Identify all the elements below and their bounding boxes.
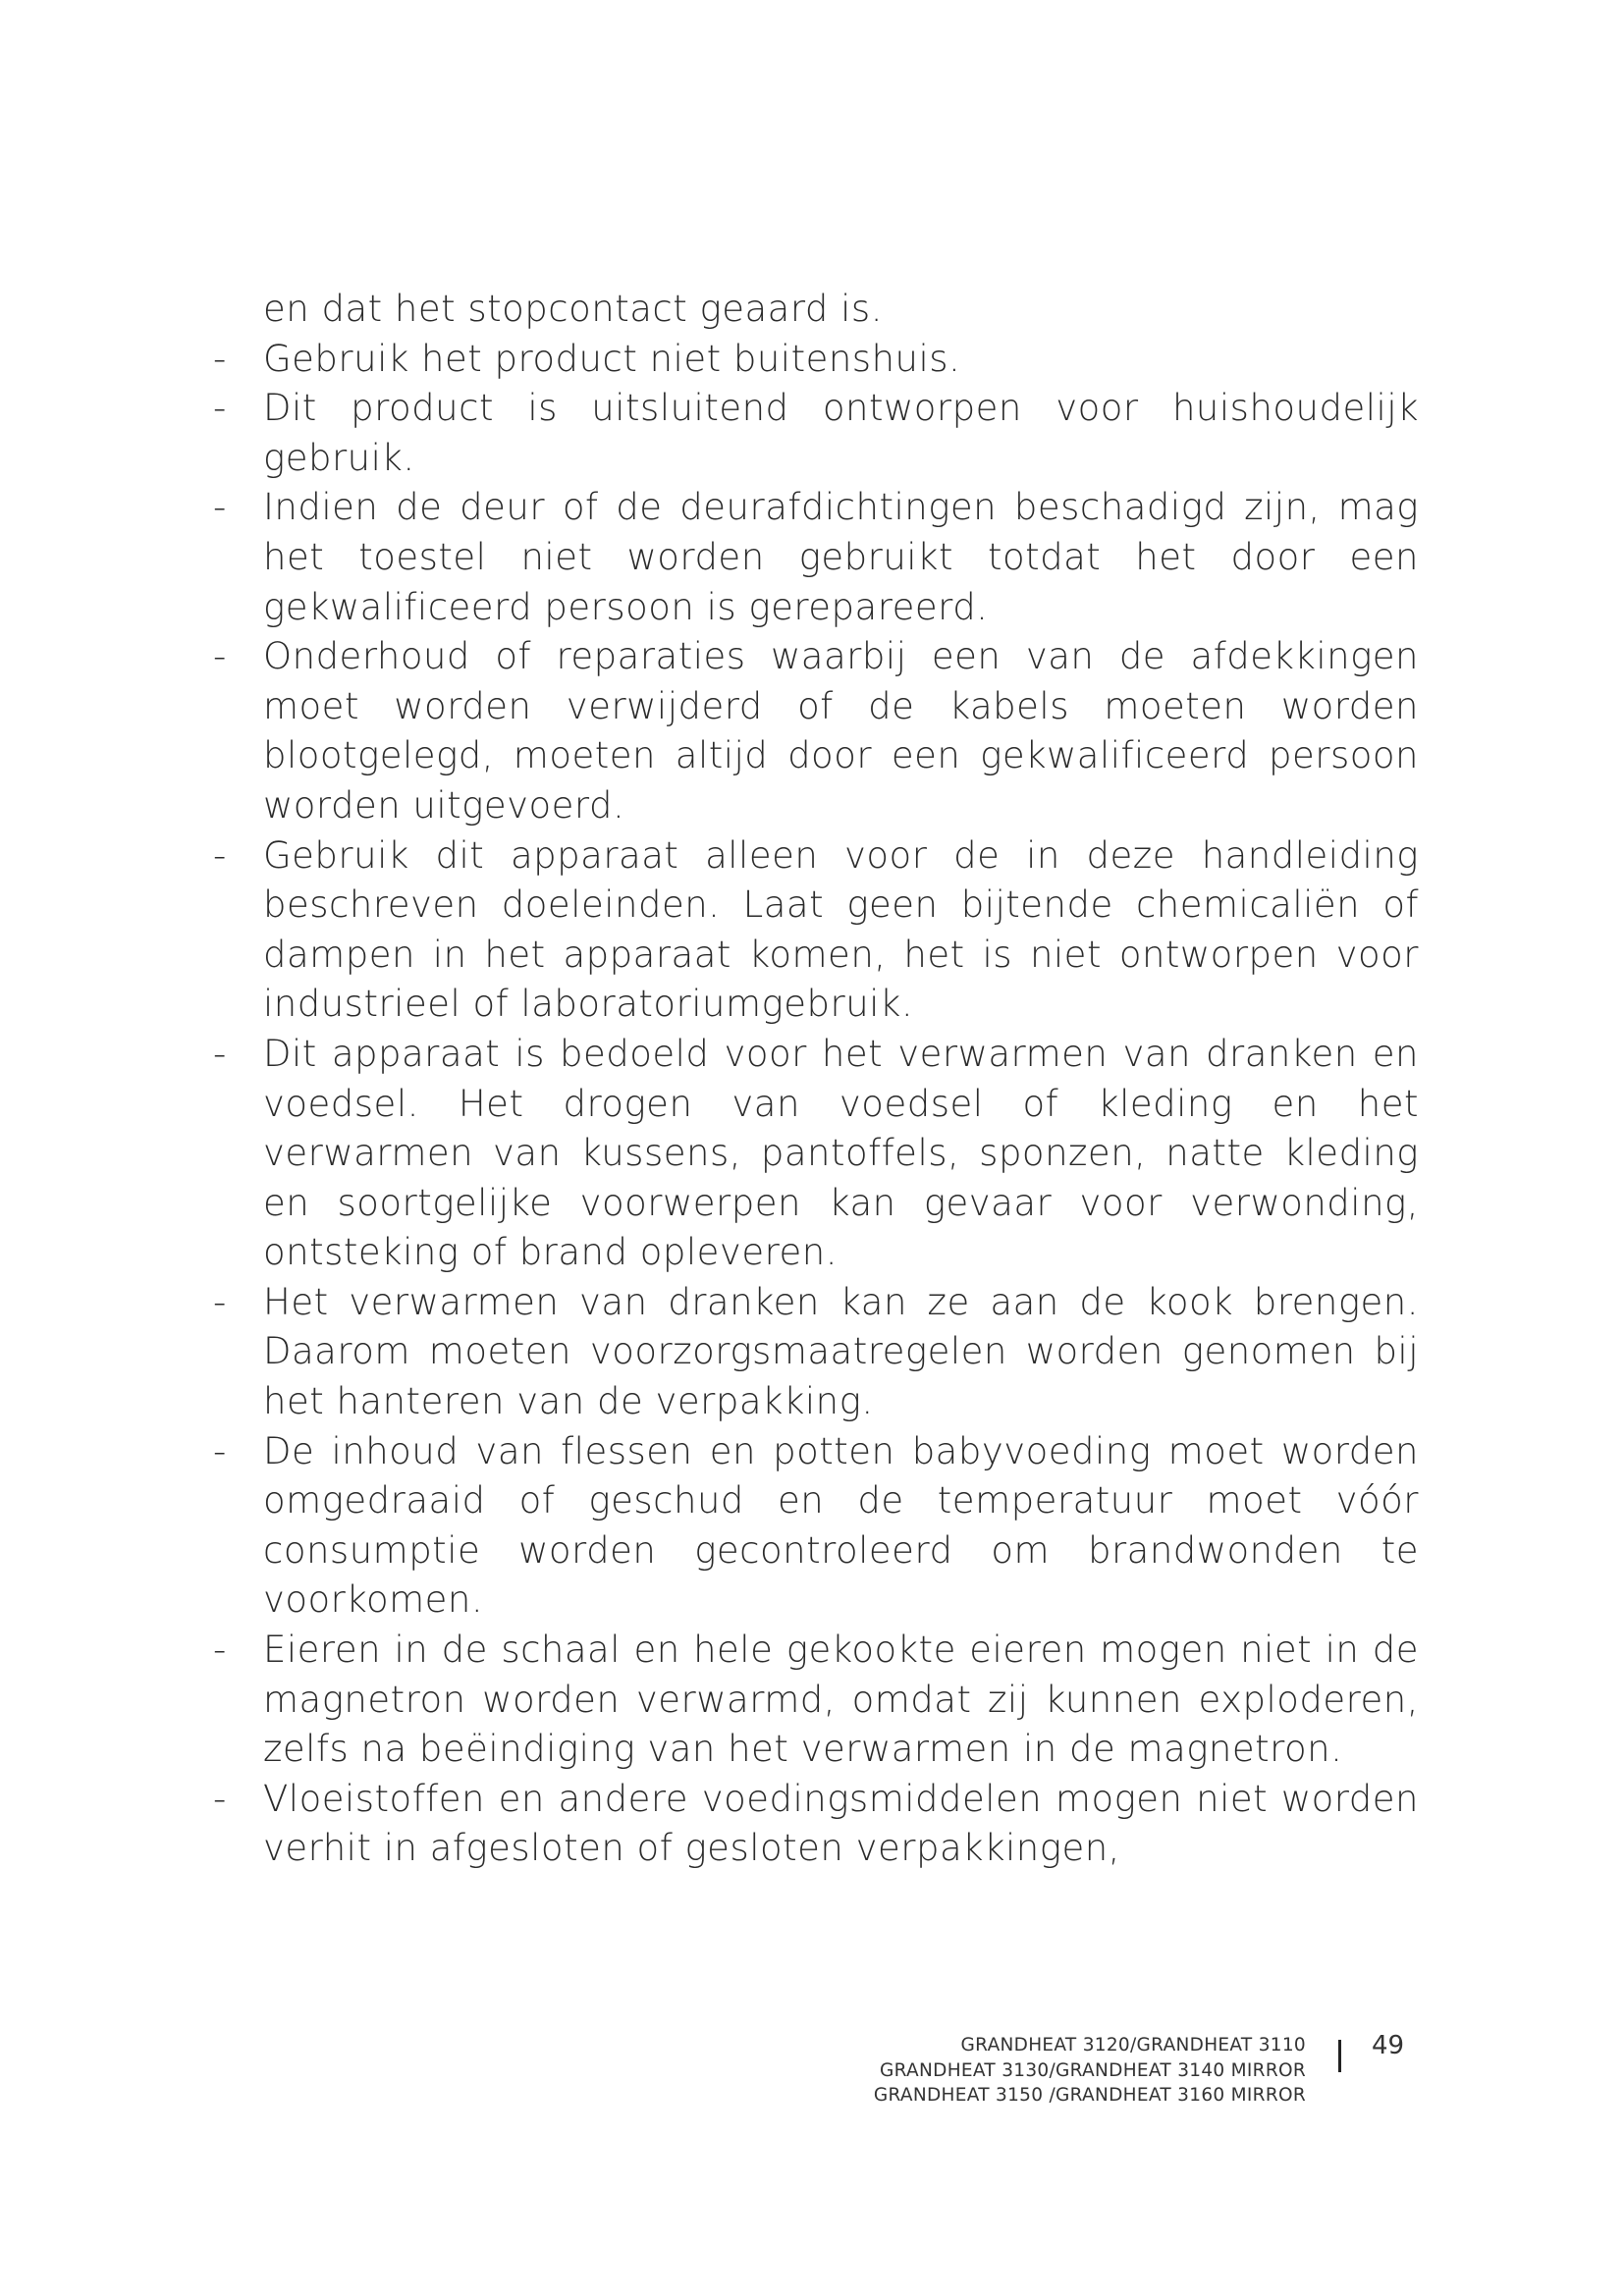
footer-model-line: GRANDHEAT 3120/GRANDHEAT 3110 [960, 2035, 1306, 2056]
list-item [209, 384, 1419, 483]
list-item-text: Gebruik het product niet buitenshuis. [263, 337, 961, 380]
dash-bullet: - [213, 486, 227, 529]
list-item [209, 1427, 1419, 1626]
continuation-text: en dat het stopcontact geaard is. [263, 288, 883, 330]
list-item [209, 1278, 1419, 1427]
list-item [209, 1775, 1419, 1874]
list-item-text: Eieren in de schaal en hele gekookte eieren mogen niet in de magnetron worden verwarmd, omdat zij kunnen exploderen, zelfs na beëindiging van het verwarmen in de magnetron. [263, 1629, 1419, 1771]
list-item-text: Gebruik dit apparaat alleen voor de in deze handleiding beschreven doeleinden. Laat geen bijtende chemicaliën of dampen in het apparaat komen, het is niet ontworpen voor industrieel of laboratoriumgebruik. [263, 833, 1419, 1026]
list-item [209, 1030, 1419, 1278]
dash-bullet: - [213, 1032, 227, 1075]
list-item-text: Indien de deur of de deurafdichtingen beschadigd zijn, mag het toestel niet worden gebruikt totdat het door een gekwalificeerd persoon is gerepareerd. [263, 486, 1419, 628]
dash-bullet: - [213, 387, 227, 430]
list-item-text: Dit product is uitsluitend ontworpen voor huishoudelijk gebruik. [263, 387, 1419, 479]
dash-bullet: - [213, 1777, 227, 1820]
list-item [209, 1626, 1419, 1775]
list-item-text: Onderhoud of reparaties waarbij een van de afdekkingen moet worden verwijderd of de kabels moeten worden blootgelegd, moeten altijd door een gekwalificeerd persoon worden uitgevoerd. [263, 635, 1419, 827]
dash-bullet: - [213, 635, 227, 678]
dash-bullet: - [213, 1429, 227, 1472]
list-item-text: Dit apparaat is bedoeld voor het verwarmen van dranken en voedsel. Het drogen van voedsel of kleding en het verwarmen van kussens, pantoffels, sponzen, natte kleding en soortgelijke voorwerpen kan gevaar voor verwonding, ontsteking of brand opleveren. [263, 1032, 1419, 1274]
list-item [209, 632, 1419, 830]
page-number: 49 [1372, 2031, 1405, 2060]
footer-model-line: GRANDHEAT 3130/GRANDHEAT 3140 MIRROR [880, 2059, 1306, 2081]
footer-model-list [874, 2033, 1306, 2109]
footer-model-line: GRANDHEAT 3150 /GRANDHEAT 3160 MIRROR [873, 2085, 1306, 2106]
dash-bullet: - [213, 337, 227, 380]
dash-bullet: - [213, 1280, 227, 1323]
list-item [209, 831, 1419, 1030]
list-item-text: Het verwarmen van dranken kan ze aan de kook brengen. Daarom moeten voorzorgsmaatregelen worden genomen bij het hanteren van de verpakking. [263, 1280, 1419, 1423]
list-item [209, 483, 1419, 632]
safety-instructions [209, 285, 1419, 1874]
list-item-text: Vloeistoffen en andere voedingsmiddelen mogen niet worden verhit in afgesloten of gesloten verpakkingen, [263, 1777, 1419, 1870]
list-item [209, 335, 1419, 385]
footer-divider [1338, 2040, 1341, 2072]
dash-bullet: - [213, 833, 227, 877]
dash-bullet: - [213, 1629, 227, 1672]
list-item-text: De inhoud van flessen en potten babyvoeding moet worden omgedraaid of geschud en de temperatuur moet vóór consumptie worden gecontroleerd om brandwonden te voorkomen. [263, 1429, 1419, 1622]
